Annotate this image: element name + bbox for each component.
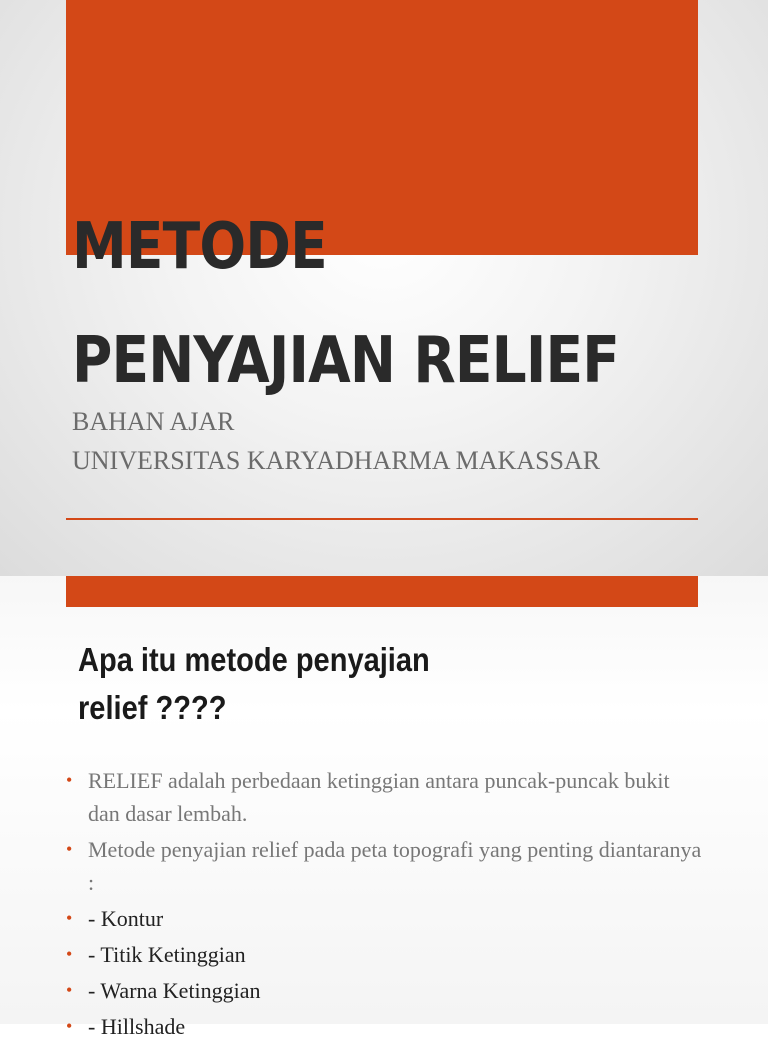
bullet-icon: • xyxy=(66,839,73,859)
list-item-text: - Kontur xyxy=(88,906,164,931)
list-item xyxy=(66,902,706,935)
subtitle-line-2: UNIVERSITAS KARYADHARMA MAKASSAR xyxy=(72,446,601,475)
list-item-text: RELIEF adalah perbedaan ketinggian antara puncak-puncak bukit dan dasar lembah. xyxy=(88,768,670,826)
accent-bar xyxy=(66,576,698,607)
bullet-icon: • xyxy=(66,770,73,790)
divider-line xyxy=(66,518,698,520)
list-item xyxy=(66,938,706,971)
heading-line-1: Apa itu metode penyajian xyxy=(78,641,430,678)
content-slide xyxy=(0,576,768,1039)
bullet-list xyxy=(66,764,706,1046)
list-item xyxy=(66,974,706,1007)
slide-title-line-2: PENYAJIAN RELIEF xyxy=(72,324,619,398)
slide-title-line-1: METODE xyxy=(72,210,327,284)
list-item xyxy=(66,764,706,830)
heading-line-2: relief ???? xyxy=(78,689,227,726)
list-item-text: Metode penyajian relief pada peta topografi yang penting diantaranya : xyxy=(88,837,702,895)
list-item xyxy=(66,833,706,899)
slide-subtitle xyxy=(72,402,600,480)
subtitle-line-1: BAHAN AJAR xyxy=(72,407,235,436)
bullet-icon: • xyxy=(66,980,73,1000)
list-item xyxy=(66,1010,706,1043)
slide-heading xyxy=(78,636,536,732)
list-item-text: - Warna Ketinggian xyxy=(88,978,261,1003)
list-item-text: - Hillshade xyxy=(88,1014,186,1039)
bullet-icon: • xyxy=(66,1016,73,1036)
bullet-icon: • xyxy=(66,944,73,964)
bullet-icon: • xyxy=(66,908,73,928)
list-item-text: - Titik Ketinggian xyxy=(88,942,246,967)
slide-title xyxy=(72,190,640,418)
